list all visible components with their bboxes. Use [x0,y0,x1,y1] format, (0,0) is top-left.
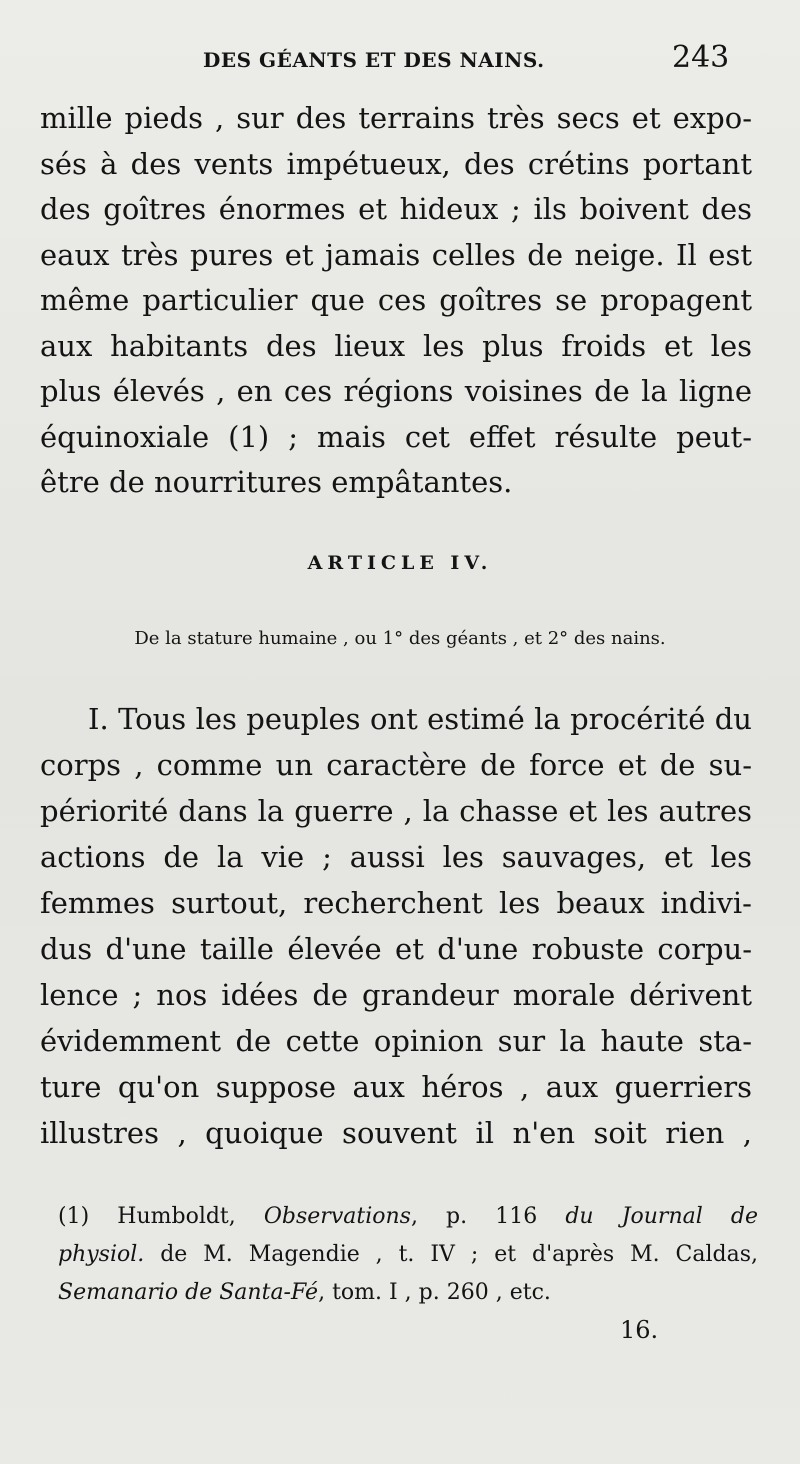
footnote-marker: (1) Humboldt, [58,1204,264,1229]
text-line: eaux très pures et jamais celles de neige. Il est [40,237,752,272]
text-line: des goîtres énormes et hideux ; ils boivent des [40,192,752,226]
text-line: corps , comme un caractère de force et de su- [40,748,752,782]
footnote-text: , tom. I , p. 260 , etc. [318,1280,551,1305]
text-line: illustres , quoique souvent il n'en soit rien , [40,1116,752,1150]
signature-mark: 16. [620,1316,659,1344]
paragraph-article-iv [40,696,752,1156]
footnote-title-observations: Observations [263,1204,411,1229]
footnote-line [58,1198,758,1236]
text-line: I. Tous les peuples ont estimé la procérité du [88,702,752,736]
text-line: mille pieds , sur des terrains très secs et expo- [40,101,752,135]
page-header [0,40,800,80]
paragraph-continued [40,96,752,506]
text-line: sés à des vents impétueux, des crétins portant [40,146,752,181]
footnote-journal: du Journal de [565,1204,758,1229]
footnote-line [58,1274,758,1312]
running-head: DES GÉANTS ET DES NAINS. [203,48,545,72]
text-line: dus d'une taille élevée et d'une robuste corpu- [40,932,752,966]
footnote-physiol: physiol. [58,1242,145,1267]
footnote-semanario: Semanario de Santa-Fé [58,1280,319,1305]
footnote-text: , p. 116 [410,1204,566,1229]
text-line: femmes surtout, recherchent les beaux indivi- [40,886,752,920]
text-line: aux habitants des lieux les plus froids et les [40,328,752,363]
text-line: lence ; nos idées de grandeur morale dérivent [40,978,752,1012]
footnote-text: de M. Magendie , t. IV ; et d'après M. Caldas, [144,1242,758,1267]
text-line: être de nourritures empâtantes. [40,465,513,499]
text-line: ture qu'on suppose aux héros , aux guerriers [40,1070,752,1104]
page-number: 243 [672,40,730,75]
text-line: actions de la vie ; aussi les sauvages, et les [40,840,752,874]
article-subtitle: De la stature humaine , ou 1° des géants , et 2° des nains. [134,628,666,649]
text-line: plus élevés , en ces régions voisines de la ligne [40,374,752,408]
article-heading: ARTICLE IV. [307,552,493,574]
text-line: même particulier que ces goîtres se propagent [40,283,752,317]
footnote [58,1198,758,1312]
text-line: périorité dans la guerre , la chasse et les autres [40,794,752,828]
text-line: évidemment de cette opinion sur la haute sta- [40,1024,752,1058]
footnote-line [58,1236,758,1274]
text-line: équinoxiale (1) ; mais cet effet résulte peut- [40,419,752,454]
